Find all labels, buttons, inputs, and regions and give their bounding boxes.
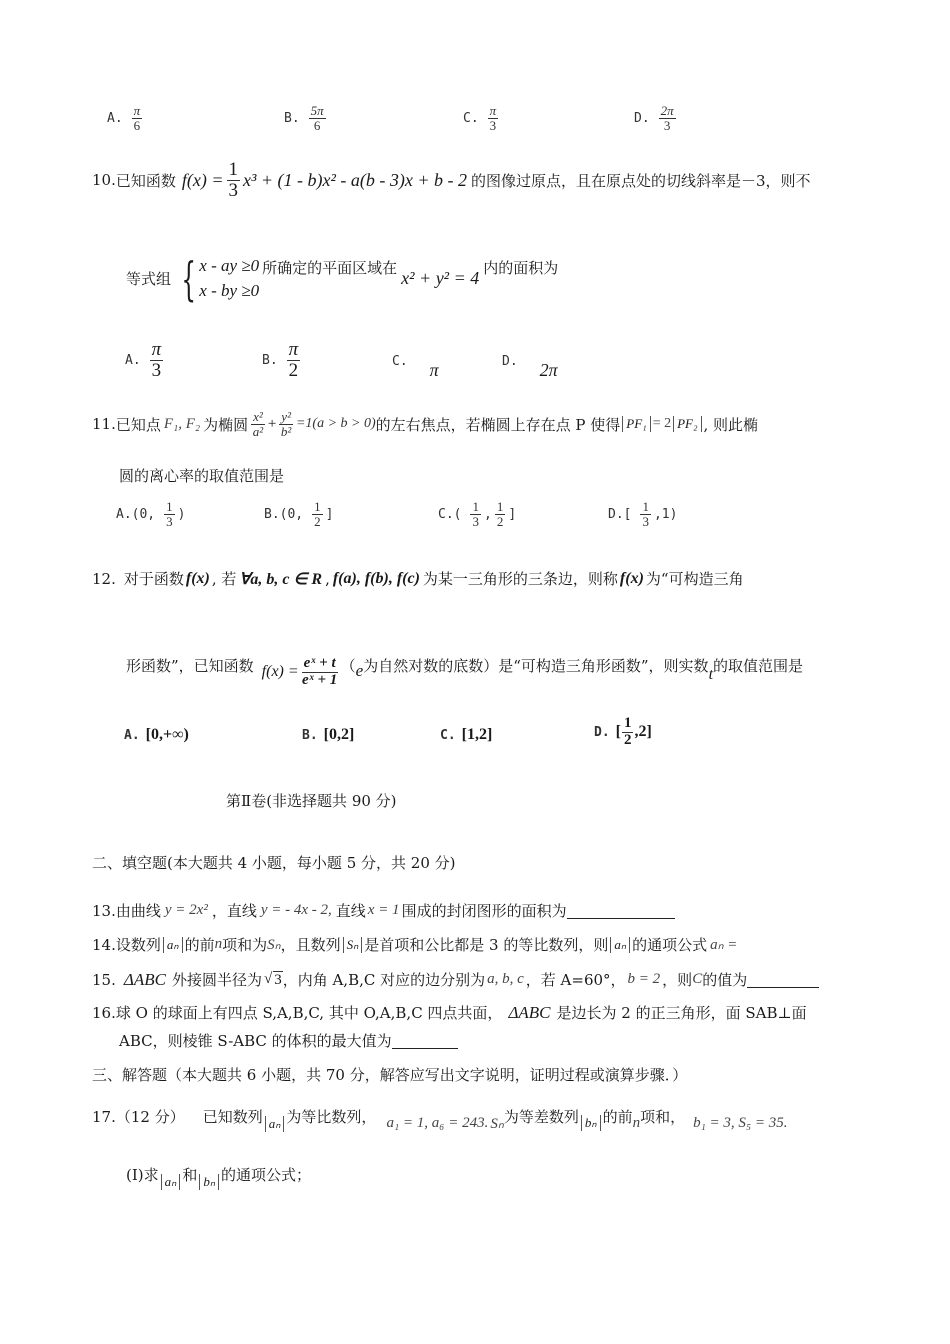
- sqrt-value: 3: [274, 971, 282, 988]
- q16-stem: 16. 球 O 的球面上有四点 S,A,B,C, 其中 O,A,B,C 四点共面， ΔABC 是边长为 2 的正三角形，面 SAB⊥面: [92, 1002, 807, 1022]
- q16-stem-line2: ABC，则棱锥 S-ABC 的体积的最大值为: [119, 1030, 458, 1051]
- q10-option-c: C. π: [392, 354, 439, 380]
- answer-blank[interactable]: [747, 986, 819, 988]
- question-number: 17.（12 分）: [92, 1108, 185, 1126]
- option-label: B.: [284, 110, 300, 126]
- section-title: 第Ⅱ卷(非选择题共 90 分): [226, 792, 397, 810]
- fraction: $\frac{1}{2}$: [623, 715, 632, 748]
- q10-stem-line2: 等式组 { x - ay ≥0 x - by ≥0 所确定的平面区域在 x² + y² = 4 内的面积为: [126, 251, 559, 306]
- q17-stem: 17.（12 分） 已知数列 aₙ 为等比数列， a₁ = 1, a₆ = 243. Sₙ 为等差数列 bₙ 的前 n 项和， b₁ = 3, S₅ = 35.: [92, 1108, 788, 1132]
- q17-part1: (Ⅰ)求 aₙ 和 bₙ 的通项公式；: [126, 1165, 312, 1189]
- option-label: D.: [502, 354, 518, 369]
- q11-option-a: A.(0, $\frac{1}{3}$ ): [116, 499, 186, 529]
- abs-value: aₙ: [265, 1116, 285, 1132]
- option-label: C.: [440, 727, 456, 743]
- function-name: f(x) =: [181, 169, 224, 190]
- fraction: $\frac{\pi}{6}$: [133, 103, 141, 133]
- answer-blank[interactable]: [567, 917, 675, 919]
- abs-value: aₙ: [163, 937, 183, 953]
- fraction: $\frac{2\pi}{3}$: [660, 103, 674, 133]
- option-label: B.(0,: [264, 506, 304, 522]
- option-label: A.: [107, 110, 123, 126]
- fraction: $\frac{1}{3}$: [472, 499, 479, 529]
- q11-option-b: B.(0, $\frac{1}{2}$ ]: [264, 499, 334, 529]
- q11-option-c: C.( $\frac{1}{3}$ , $\frac{1}{2}$ ]: [438, 499, 517, 529]
- option-label: A.(0,: [116, 506, 156, 522]
- abs-value: bₙ: [581, 1115, 601, 1131]
- q11-stem-line2: 圆的离心率的取值范围是: [119, 467, 285, 485]
- q12-option-c: C. [1,2]: [440, 726, 493, 743]
- option-label: C.: [463, 110, 479, 126]
- fraction: $\frac{1}{2}$: [314, 499, 321, 529]
- abs-value: bₙ: [199, 1174, 219, 1190]
- q10-option-b: [262, 340, 303, 381]
- abs-value: Sₙ: [343, 937, 363, 953]
- fraction: $\frac{\text{y²}}{\text{b²}}$: [280, 409, 292, 439]
- fraction: $\frac{\text{eˣ + t}}{\text{eˣ + 1}}$: [302, 655, 338, 688]
- abs-value: aₙ: [610, 937, 630, 953]
- abs-value: aₙ: [161, 1174, 181, 1190]
- q9-option-a: [107, 104, 145, 132]
- part2-heading: 二、填空题(本大题共 4 小题，每小题 5 分，共 20 分): [92, 854, 456, 872]
- question-number: 15.: [92, 970, 116, 989]
- q9-option-b: [284, 104, 329, 132]
- q12-option-a: A. [0,+∞): [124, 726, 189, 743]
- brace-icon: {: [181, 251, 196, 306]
- q12-option-d: D. [ $\frac{1}{2}$ ,2]: [594, 715, 652, 748]
- q9-option-d: [634, 104, 679, 132]
- q11-stem: 11. 已知点 F₁, F₂ 为椭圆 $\frac{\text{x²}}{\text{a²}}$ + $\frac{\text{y²}}{\text{b²}}$ =1(a > b > 0) 的左右焦点，若椭圆上存在点 P 使得 PF₁ = 2 PF₂ , 则此椭: [92, 409, 759, 439]
- question-number: 16.: [92, 1003, 116, 1022]
- q13-stem: 13. 由曲线 y = 2x² ，直线 y = - 4x - 2, 直线 x = 1 围成的封闭图形的面积为: [92, 900, 675, 921]
- option-label: A.: [124, 727, 140, 743]
- fraction: $\frac{5\pi}{6}$: [310, 103, 324, 133]
- fraction: $\frac{\pi}{3}$: [151, 339, 162, 381]
- fraction: $\frac{1}{3}$: [166, 499, 173, 529]
- option-label: C.(: [438, 506, 462, 522]
- option-label: D.: [594, 724, 610, 740]
- answer-blank[interactable]: [392, 1047, 458, 1049]
- option-label: D.: [634, 110, 650, 126]
- option-label: D.[: [608, 506, 632, 522]
- q10-option-a: [125, 340, 166, 381]
- question-number: 12.: [92, 569, 116, 588]
- q10-stem: 10. 已知函数 f(x) = $\frac{1}{3}$ x³ + (1 - b)x² - a(b - 3)x + b - 2 的图像过原点，且在原点处的切线斜率是－3，则不: [92, 159, 811, 201]
- q15-stem: 15. ΔABC 外接圆半径为 √ 3 ，内角 A,B,C 对应的边分别为 a, b, c ，若 A=60°， b = 2 ，则 C 的值为: [92, 969, 819, 990]
- inequality-system: { x - ay ≥0 x - by ≥0: [181, 251, 260, 306]
- question-number: 11.: [92, 415, 116, 434]
- fraction: $\frac{\pi}{2}$: [288, 339, 299, 381]
- q9-option-c: [463, 104, 501, 132]
- fraction: $\frac{\text{x²}}{\text{a²}}$: [252, 409, 264, 439]
- abs-value: PF₁: [622, 416, 650, 432]
- option-label: B.: [262, 352, 278, 368]
- abs-value: PF₂: [673, 416, 701, 432]
- question-number: 13.: [92, 901, 116, 920]
- q12-option-b: B. [0,2]: [302, 726, 355, 743]
- question-number: 14.: [92, 935, 116, 954]
- option-label: B.: [302, 727, 318, 743]
- option-label: A.: [125, 352, 141, 368]
- q11-option-d: D.[ $\frac{1}{3}$ ,1): [608, 499, 678, 529]
- q12-stem-line2: 形函数”，已知函数 f(x) = $\frac{\text{eˣ + t}}{\text{eˣ + 1}}$ （ e 为自然对数的底数）是“可构造三角形函数”，则实数 t 的取值范围是: [126, 655, 804, 688]
- polynomial: x³ + (1 - b)x² - a(b - 3)x + b - 2: [243, 169, 468, 190]
- q12-stem: 12. 对于函数 f(x) , 若 ∀a, b, c ∈ R , f(a), f(b), f(c) 为某一三角形的三条边，则称 f(x) 为“可构造三角: [92, 569, 744, 588]
- fraction: $\frac{\pi}{3}$: [489, 103, 497, 133]
- option-label: C.: [392, 354, 408, 369]
- fraction: $\frac{1}{2}$: [496, 499, 504, 529]
- fraction: $\frac{1}{3}$: [642, 499, 649, 529]
- q14-stem: 14. 设数列 aₙ 的前 n 项和为 Sₙ ，且数列 Sₙ 是首项和公比都是 3 的等比数列，则 aₙ 的通项公式 aₙ =: [92, 935, 738, 954]
- q10-option-d: D. 2π: [502, 354, 558, 380]
- fraction: $\frac{1}{3}$: [228, 159, 238, 201]
- question-number: 10.: [92, 171, 116, 190]
- part3-heading: 三、解答题（本大题共 6 小题，共 70 分，解答应写出文字说明，证明过程或演算步骤．）: [92, 1066, 688, 1084]
- circle-equation: x² + y² = 4: [401, 268, 480, 289]
